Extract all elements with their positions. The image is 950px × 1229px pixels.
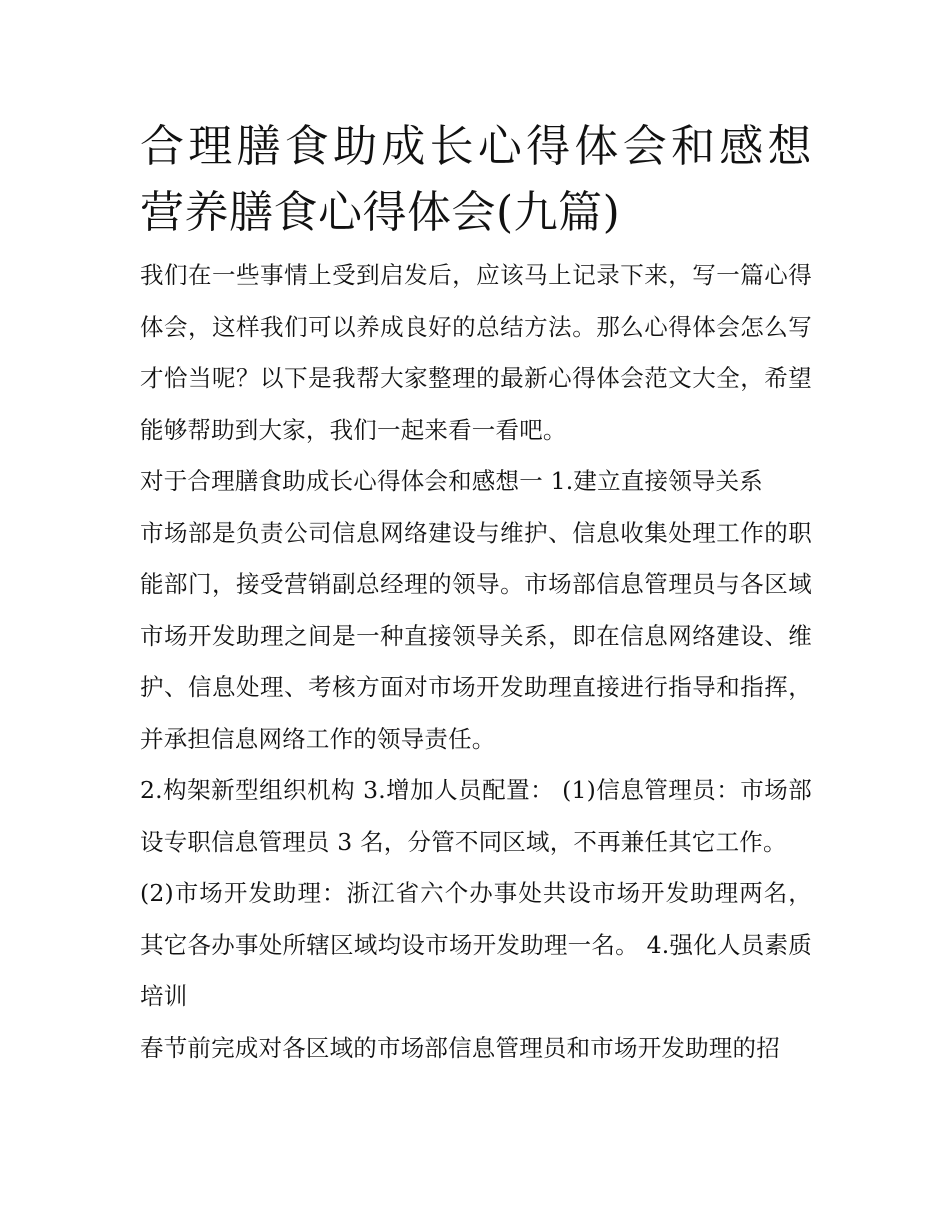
document-body xyxy=(140,114,812,1074)
body-paragraph: 市场部是负责公司信息网络建设与维护、信息收集处理工作的职能部门，接受营销副总经理的领导。市场部信息管理员与各区域市场开发助理之间是一种直接领导关系，即在信息网络建设、维护、信息处理、考核方面对市场开发助理直接进行指导和指挥，并承担信息网络工作的领导责任。 xyxy=(140,518,812,753)
intro-paragraph: 我们在一些事情上受到启发后，应该马上记录下来，写一篇心得体会，这样我们可以养成良好的总结方法。那么心得体会怎么写才恰当呢？以下是我帮大家整理的最新心得体会范文大全，希望能够帮助到大家，我们一起来看一看吧。 xyxy=(140,261,812,444)
document-title: 合理膳食助成长心得体会和感想 营养膳食心得体会(九篇) xyxy=(140,121,812,238)
section-heading-paragraph: 对于合理膳食助成长心得体会和感想一 1.建立直接领导关系 xyxy=(140,467,763,495)
body-paragraph: (2)市场开发助理：浙江省六个办事处共设市场开发助理两名，其它各办事处所辖区域均设市场开发助理一名。 4.强化人员素质培训 xyxy=(140,879,812,1010)
body-paragraph: 2.构架新型组织机构 3.增加人员配置： (1)信息管理员：市场部设专职信息管理员 3 名，分管不同区域，不再兼任其它工作。 xyxy=(140,776,812,856)
body-paragraph: 春节前完成对各区域的市场部信息管理员和市场开发助理的招 xyxy=(140,1033,780,1062)
